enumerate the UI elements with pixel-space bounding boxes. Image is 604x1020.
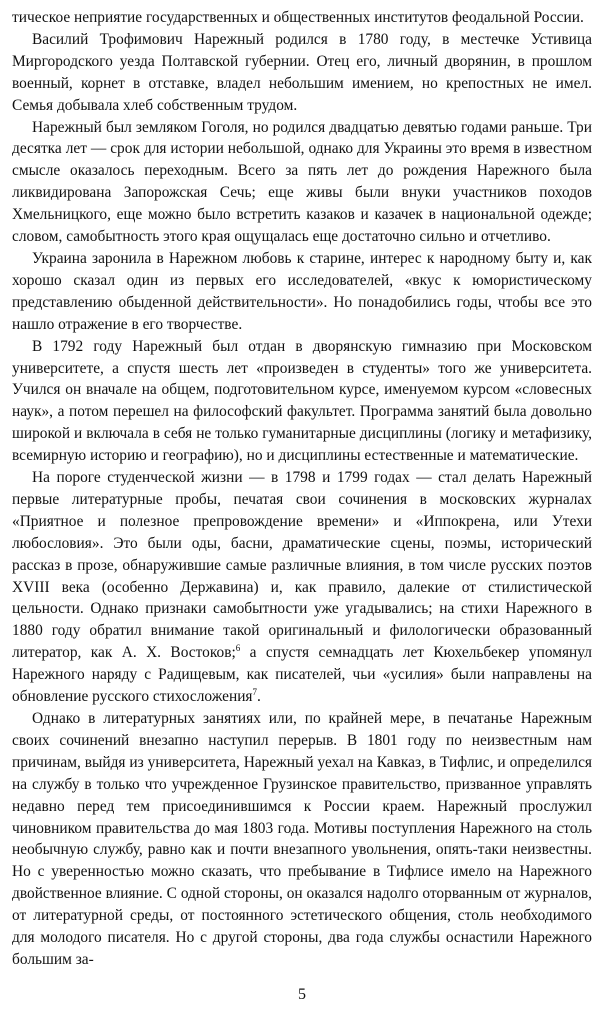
footnote-ref-6: 6 xyxy=(235,643,241,654)
body-text xyxy=(12,7,592,971)
paragraph-tiflis: Однако в литературных занятиях или, по крайней мере, в печатанье Нарежным своих сочинений внезапно наступил перерыв. В 1801 году по неизвестным нам причинам, выйдя из университета, Нарежный уехал на Кавказ, в Тифлис, и определился на службу в только что учрежденное Грузинское правительство, призванное управлять недавно перед тем присоединившимся к России краем. Нарежный прослужил чиновником правительства до мая 1803 года. Мотивы поступления Нарежного на столь необычную службу, равно как и почти внезапного увольнения, опять-таки неизвестны. Но с уверенностью можно сказать, что пребывание в Тифлисе имело на Нарежного двойственное влияние. С одной стороны, он оказался надолго оторванным от журналов, от литературной среды, от постоянного эстетического общения, столь необходимого для молодого писателя. Но с другой стороны, два года службы оснастили Нарежного большим за- xyxy=(12,710,592,968)
paragraph-first-works-text: На пороге студенческой жизни — в 1798 и 1799 годах — стал делать Нарежный первые литературные пробы, печатая свои сочинения в московских журналах «Приятное и полезное препровождение времени» и «Иппокрена, или Утехи любословия». Это были оды, басни, драматические сцены, поэмы, исторический рассказ в прозе, обнаружившие самые различные влияния, в том числе русских поэтов XVIII века (особенно Державина) и, как правило, далекие от стилистической цельности. Однако признаки самобытности уже угадывались; на стихи Нарежного в 1880 году обратил внимание такой оригинальный и филологически образованный литератор, как А. Х. Востоков; xyxy=(12,469,592,662)
paragraph-first-works xyxy=(12,467,592,708)
paragraph-first-works-end: . xyxy=(257,688,261,706)
paragraph-gogol: Нарежный был земляком Гоголя, но родился двадцатью девятью годами раньше. Три десятка лет — срок для истории небольшой, однако для Украины это время в известном смысле оказалось переходным. Всего за пять лет до рождения Нарежного была ликвидирована Запорожская Сечь; еще живы были внуки участников походов Хмельницкого, еще можно было встретить казаков и казачек в национальной одежде; словом, самобытность этого края ощущалась еще достаточно сильно и отчетливо. xyxy=(12,118,592,246)
paragraph-continued: тическое неприятие государственных и общественных институтов феодальной России. xyxy=(12,9,584,26)
footnote-ref-7: 7 xyxy=(252,686,258,697)
paragraph-gymnasium: В 1792 году Нарежный был отдан в дворянскую гимназию при Московском университете, а спустя шесть лет «произведен в студенты» того же университета. Учился он вначале на общем, подготовительном курсе, именуемом курсом «словесных наук», а потом перешел на философский факультет. Программа занятий была довольно широкой и включала в себя не только гуманитарные дисциплины (логику и метафизику, всемирную историю и географию), но и дисциплины естественные и математические. xyxy=(12,337,592,465)
paragraph-first-works-after: а спустя семнадцать лет Кюхельбекер упомянул Нарежного наряду с Радищевым, как писателей, чьи «усилия» были направлены на обновление русского стихосложения xyxy=(12,644,592,706)
paragraph-ukraine: Украина заронила в Нарежном любовь к старине, интерес к народному быту и, как хорошо сказал один из первых его исследователей, «вкус к юмористическому представлению обыденной действительности». Но понадобились годы, чтобы все это нашло отражение в его творчестве. xyxy=(12,249,592,333)
paragraph-birth: Василий Трофимович Нарежный родился в 1780 году, в местечке Устивица Миргородского уезда Полтавской губернии. Отец его, личный дворянин, в прошлом военный, корнет в отставке, владел небольшим имением, но крепостных не имел. Семья добывала хлеб собственным трудом. xyxy=(12,30,592,114)
page-number: 5 xyxy=(298,986,306,1003)
